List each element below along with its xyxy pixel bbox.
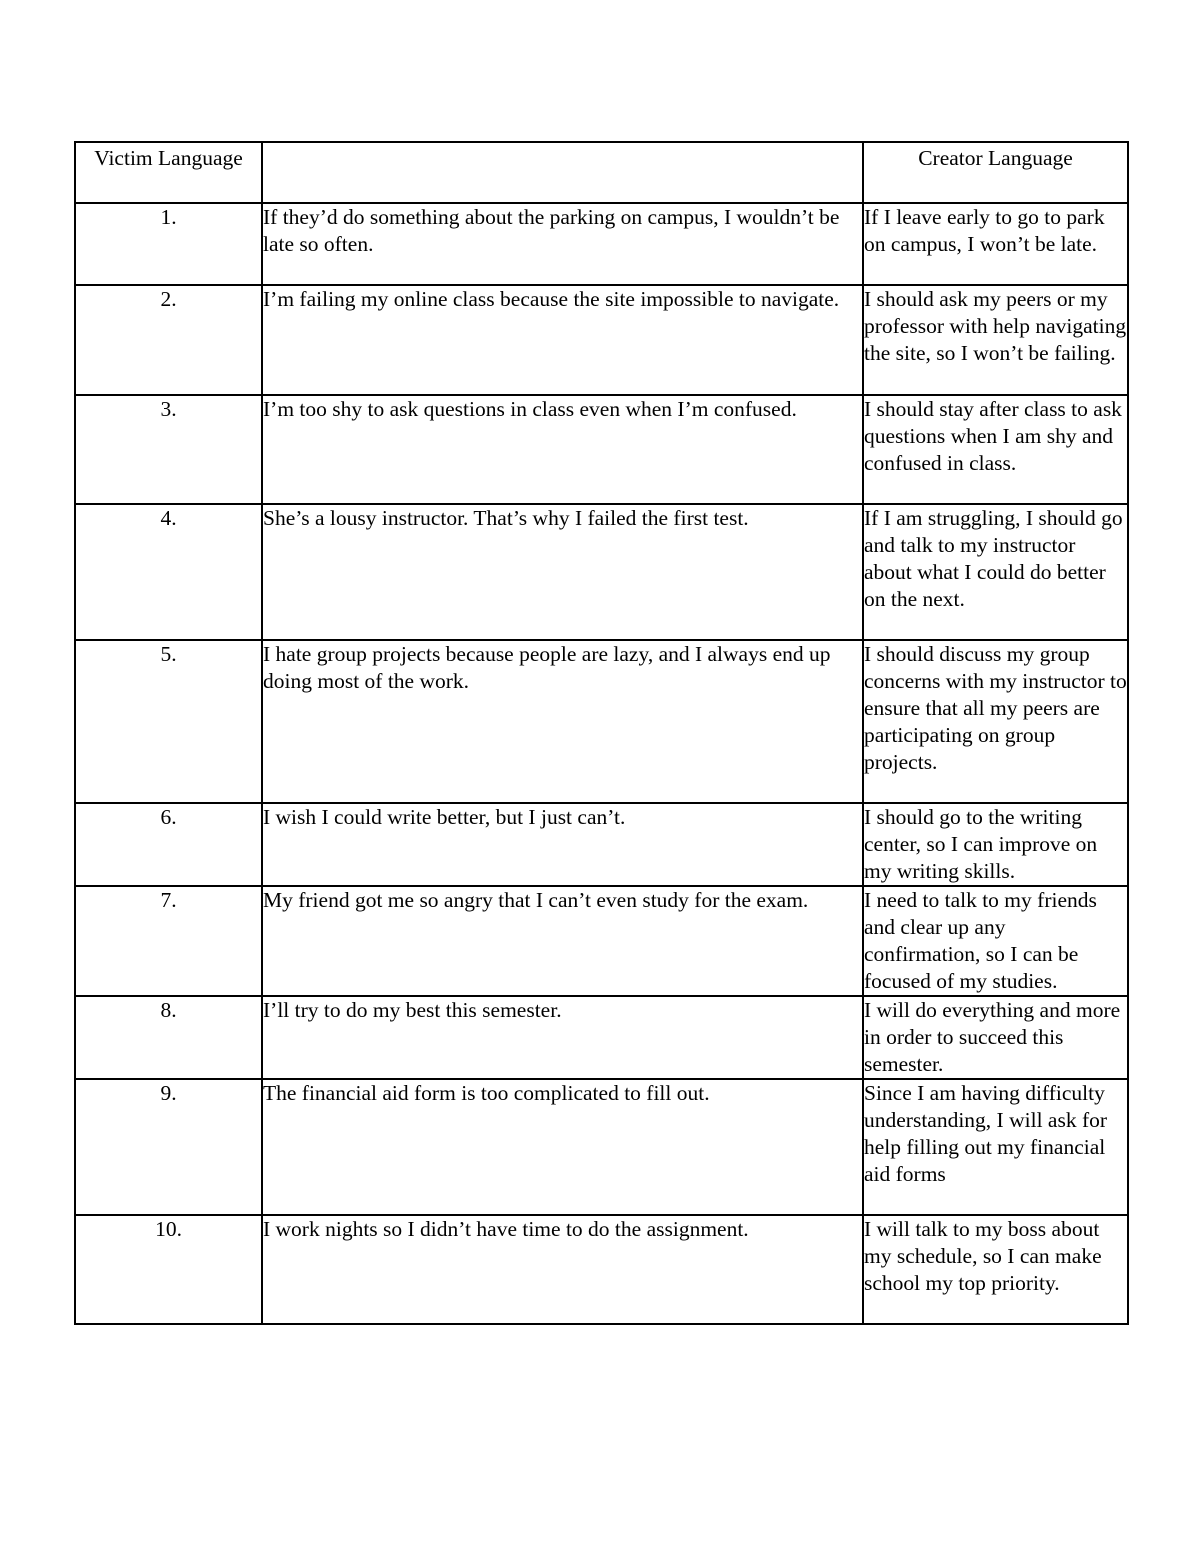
table-row [75,1215,1128,1324]
creator-statement: I need to talk to my friends and clear up any confirmation, so I can be focused of my studies. [863,886,1128,996]
victim-language-header: Victim Language [75,142,262,203]
language-table [74,141,1129,1325]
victim-statement: My friend got me so angry that I can’t even study for the exam. [262,886,863,996]
row-number: 2. [75,285,262,395]
creator-statement: I should discuss my group concerns with my instructor to ensure that all my peers are participating on group projects. [863,640,1128,803]
table-row [75,1079,1128,1215]
victim-statement: I hate group projects because people are lazy, and I always end up doing most of the work. [262,640,863,803]
table-row [75,886,1128,996]
creator-language-header: Creator Language [863,142,1128,203]
creator-statement: I should go to the writing center, so I can improve on my writing skills. [863,803,1128,886]
table-header-row [75,142,1128,203]
row-number: 10. [75,1215,262,1324]
victim-statement: I wish I could write better, but I just can’t. [262,803,863,886]
table-row [75,285,1128,395]
middle-header [262,142,863,203]
victim-statement: I work nights so I didn’t have time to do the assignment. [262,1215,863,1324]
victim-statement: If they’d do something about the parking on campus, I wouldn’t be late so often. [262,203,863,285]
table-row [75,203,1128,285]
row-number: 4. [75,504,262,640]
row-number: 9. [75,1079,262,1215]
victim-statement: The financial aid form is too complicated to fill out. [262,1079,863,1215]
row-number: 7. [75,886,262,996]
creator-statement: If I leave early to go to park on campus, I won’t be late. [863,203,1128,285]
row-number: 5. [75,640,262,803]
victim-statement: I’ll try to do my best this semester. [262,996,863,1079]
creator-statement: Since I am having difficulty understanding, I will ask for help filling out my financial aid forms [863,1079,1128,1215]
creator-statement: I should stay after class to ask questions when I am shy and confused in class. [863,395,1128,504]
victim-statement: She’s a lousy instructor. That’s why I failed the first test. [262,504,863,640]
row-number: 3. [75,395,262,504]
table-row [75,395,1128,504]
creator-statement: I should ask my peers or my professor with help navigating the site, so I won’t be failing. [863,285,1128,395]
table-row [75,640,1128,803]
creator-statement: I will do everything and more in order to succeed this semester. [863,996,1128,1079]
row-number: 8. [75,996,262,1079]
creator-statement: I will talk to my boss about my schedule, so I can make school my top priority. [863,1215,1128,1324]
row-number: 1. [75,203,262,285]
creator-statement: If I am struggling, I should go and talk to my instructor about what I could do better on the next. [863,504,1128,640]
table-row [75,996,1128,1079]
table-row [75,504,1128,640]
table-row [75,803,1128,886]
victim-statement: I’m too shy to ask questions in class even when I’m confused. [262,395,863,504]
victim-statement: I’m failing my online class because the site impossible to navigate. [262,285,863,395]
row-number: 6. [75,803,262,886]
